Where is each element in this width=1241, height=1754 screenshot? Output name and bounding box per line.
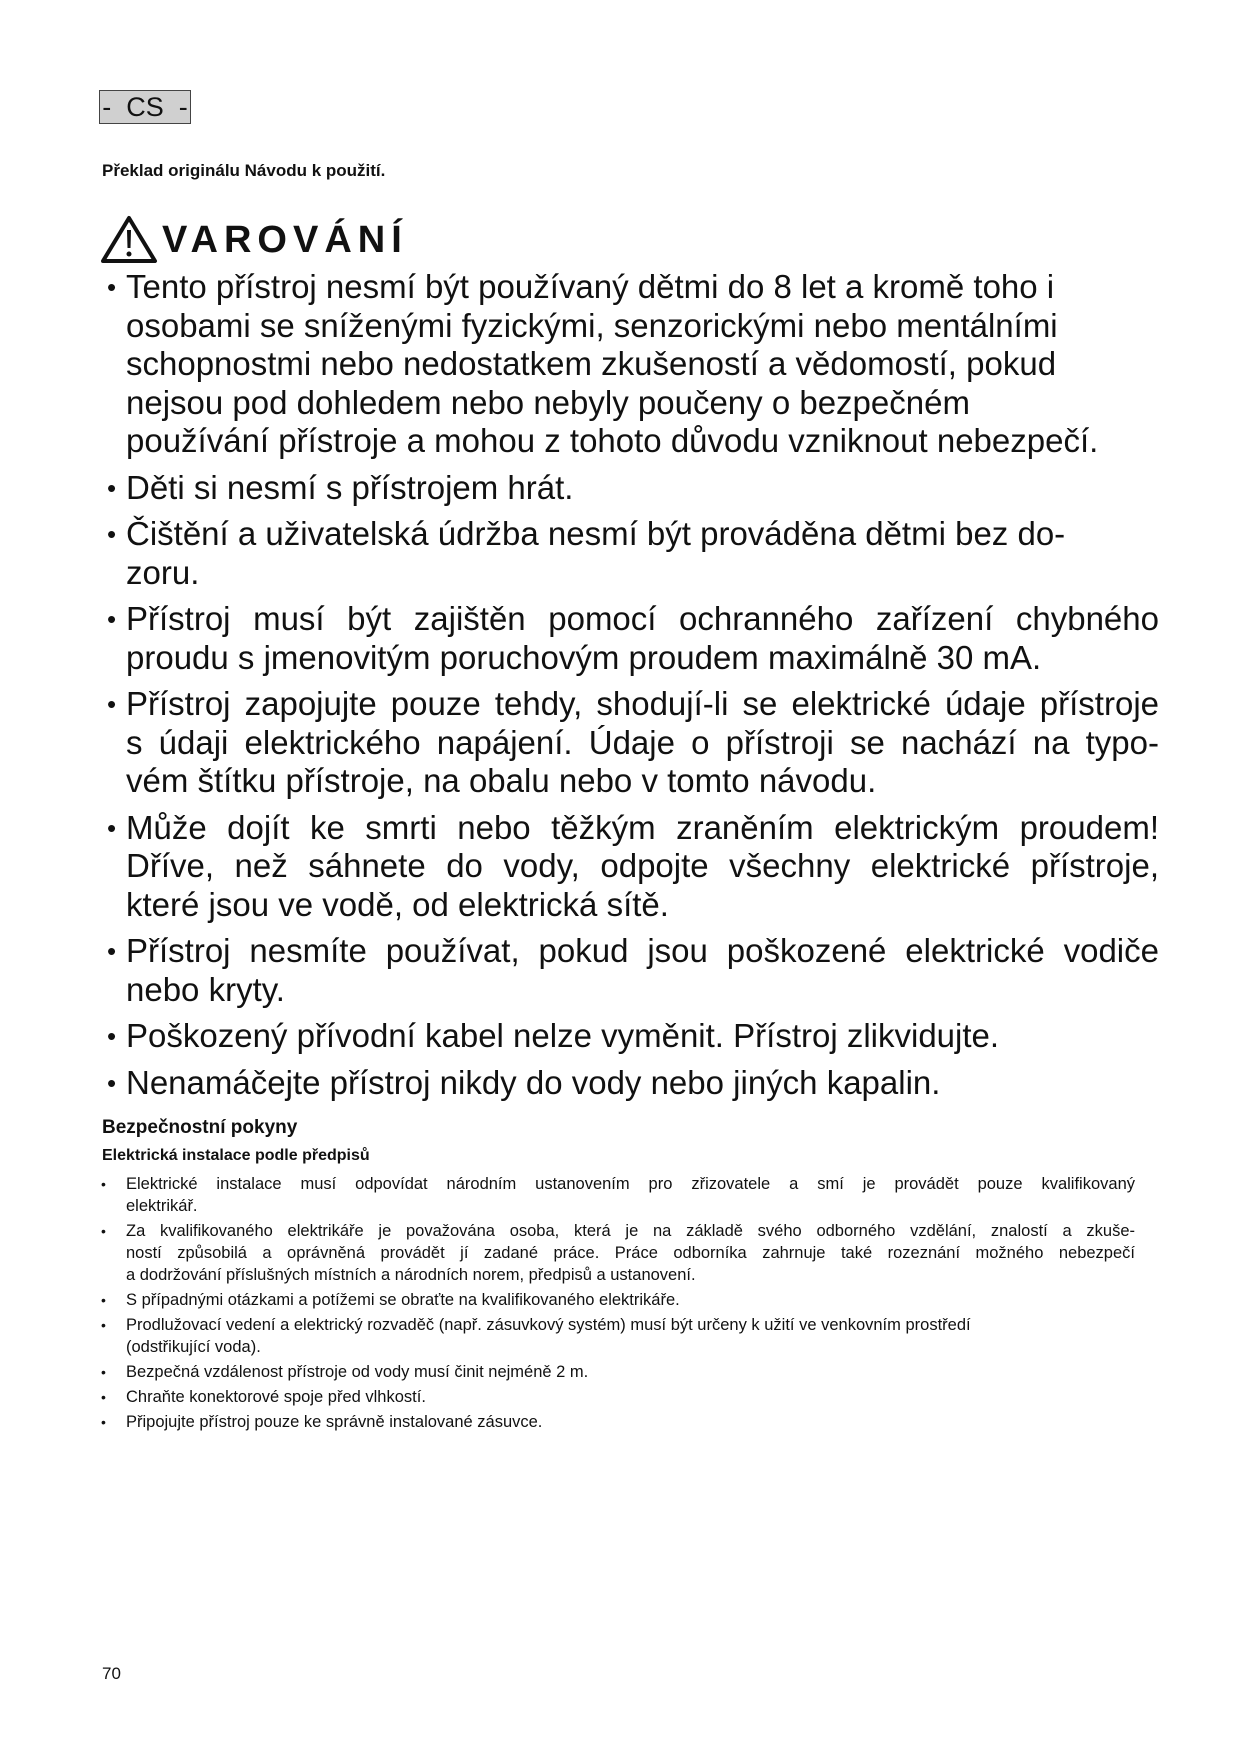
bullet-icon: • <box>101 1317 106 1333</box>
bullet-icon: • <box>107 519 117 549</box>
list-item-line: které jsou ve vodě, od elektrická sítě. <box>126 885 669 923</box>
bullet-icon: • <box>107 689 117 719</box>
list-item <box>101 1411 1135 1433</box>
safety-heading: Bezpečnostní pokyny <box>102 1117 298 1138</box>
list-item-line: vém štítku přístroje, na obalu nebo v tomto návodu. <box>126 762 877 799</box>
list-item-line: a dodržování příslušných místních a národních norem, předpisů a ustanovení. <box>126 1266 696 1284</box>
list-item-line: Tento přístroj nesmí být používaný dětmi do 8 let a kromě toho i <box>126 268 1055 305</box>
list-item-line: Prodlužovací vedení a elektrický rozvaděč (např. zásuvkový systém) musí být určeny k užití ve venkovním prostředí <box>126 1316 971 1334</box>
warning-triangle-icon <box>100 215 158 265</box>
list-item-line: Čištění a uživatelská údržba nesmí být prováděna dětmi bez do- <box>126 515 1066 552</box>
list-item-line: Elektrické instalace musí odpovídat národním ustanovením pro zřizovatele a smí je provádět pouze kvalifikovaný <box>126 1175 1135 1193</box>
bullet-icon: • <box>107 812 117 843</box>
bullet-icon: • <box>107 936 117 966</box>
list-item <box>107 1064 1159 1103</box>
list-item-line: zoru. <box>126 553 200 591</box>
list-item-line: schopnostmi nebo nedostatkem zkušeností a vědomostí, pokud <box>126 345 1057 382</box>
safety-list <box>101 1173 1135 1436</box>
list-item-line: Nenamáčejte přístroj nikdy do vody nebo jiných kapalin. <box>126 1063 941 1101</box>
list-item-line: Dříve, než sáhnete do vody, odpojte všechny elektrické přístroje, <box>126 847 1159 884</box>
bullet-icon: • <box>107 604 117 634</box>
warning-title: VAROVÁNÍ <box>162 218 408 261</box>
safety-subheading: Elektrická instalace podle předpisů <box>102 1147 370 1164</box>
list-item-line: nebo kryty. <box>126 970 285 1008</box>
list-item-line: Přístroj zapojujte pouze tehdy, shodují-li se elektrické údaje přístroje <box>126 685 1159 722</box>
list-item <box>101 1173 1135 1217</box>
bullet-icon: • <box>107 1067 117 1098</box>
list-item-line: elektrikář. <box>126 1197 198 1215</box>
list-item-line: Děti si nesmí s přístrojem hrát. <box>126 468 574 506</box>
list-item-line: ností způsobilá a oprávněná provádět jí zadané práce. Práce odborníka zahrnuje také rozeznání možného nebezpečí <box>126 1244 1135 1262</box>
list-item <box>107 469 1159 508</box>
list-item-line: Chraňte konektorové spoje před vlhkostí. <box>126 1388 426 1406</box>
list-item <box>101 1220 1135 1286</box>
list-item-line: proudu s jmenovitým poruchovým proudem maximálně 30 mA. <box>126 638 1042 676</box>
warning-heading <box>100 215 408 265</box>
list-item <box>107 600 1159 677</box>
list-item-line: Přístroj musí být zajištěn pomocí ochranného zařízení chybného <box>126 600 1159 637</box>
bullet-icon: • <box>107 472 117 503</box>
page-number: 70 <box>102 1664 121 1683</box>
list-item <box>101 1361 1135 1383</box>
list-item-line: s údaji elektrického napájení. Údaje o přístroji se nachází na typo- <box>126 723 1159 761</box>
list-item-line: (odstřikující voda). <box>126 1338 261 1356</box>
bullet-icon: • <box>101 1364 106 1380</box>
list-item <box>101 1386 1135 1408</box>
list-item-line: Připojujte přístroj pouze ke správně instalované zásuvce. <box>126 1413 543 1431</box>
list-item-line: osobami se sníženými fyzickými, senzorickými nebo mentálními <box>126 306 1058 344</box>
list-item <box>107 685 1159 801</box>
bullet-icon: • <box>101 1414 106 1430</box>
list-item-line: Poškozený přívodní kabel nelze vyměnit. Přístroj zlikvidujte. <box>126 1017 1000 1054</box>
list-item-line: nejsou pod dohledem nebo nebyly poučeny o bezpečném <box>126 383 970 421</box>
list-item-line: Bezpečná vzdálenost přístroje od vody musí činit nejméně 2 m. <box>126 1363 589 1381</box>
list-item <box>107 809 1159 925</box>
list-item <box>101 1314 1135 1358</box>
list-item <box>107 515 1159 592</box>
document-subtitle: Překlad originálu Návodu k použití. <box>102 161 386 180</box>
list-item <box>107 1017 1159 1056</box>
bullet-icon: • <box>101 1389 106 1405</box>
list-item-line: Přístroj nesmíte používat, pokud jsou poškozené elektrické vodiče <box>126 932 1159 969</box>
list-item <box>107 268 1159 461</box>
language-tag: - CS - <box>99 90 191 124</box>
bullet-icon: • <box>107 1021 117 1051</box>
warning-list <box>107 268 1159 1110</box>
list-item <box>107 932 1159 1009</box>
list-item-line: Za kvalifikovaného elektrikáře je považována osoba, která je na základě svého odborného vzdělání, znalostí a zkuše- <box>126 1222 1135 1240</box>
bullet-icon: • <box>101 1223 106 1239</box>
list-item <box>101 1289 1135 1311</box>
list-item-line: používání přístroje a mohou z tohoto důvodu vzniknout nebezpečí. <box>126 422 1099 459</box>
bullet-icon: • <box>107 272 117 302</box>
list-item-line: Může dojít ke smrti nebo těžkým zraněním elektrickým proudem! <box>126 808 1159 846</box>
bullet-icon: • <box>101 1176 106 1192</box>
list-item-line: S případnými otázkami a potížemi se obraťte na kvalifikovaného elektrikáře. <box>126 1291 680 1309</box>
bullet-icon: • <box>101 1292 106 1308</box>
